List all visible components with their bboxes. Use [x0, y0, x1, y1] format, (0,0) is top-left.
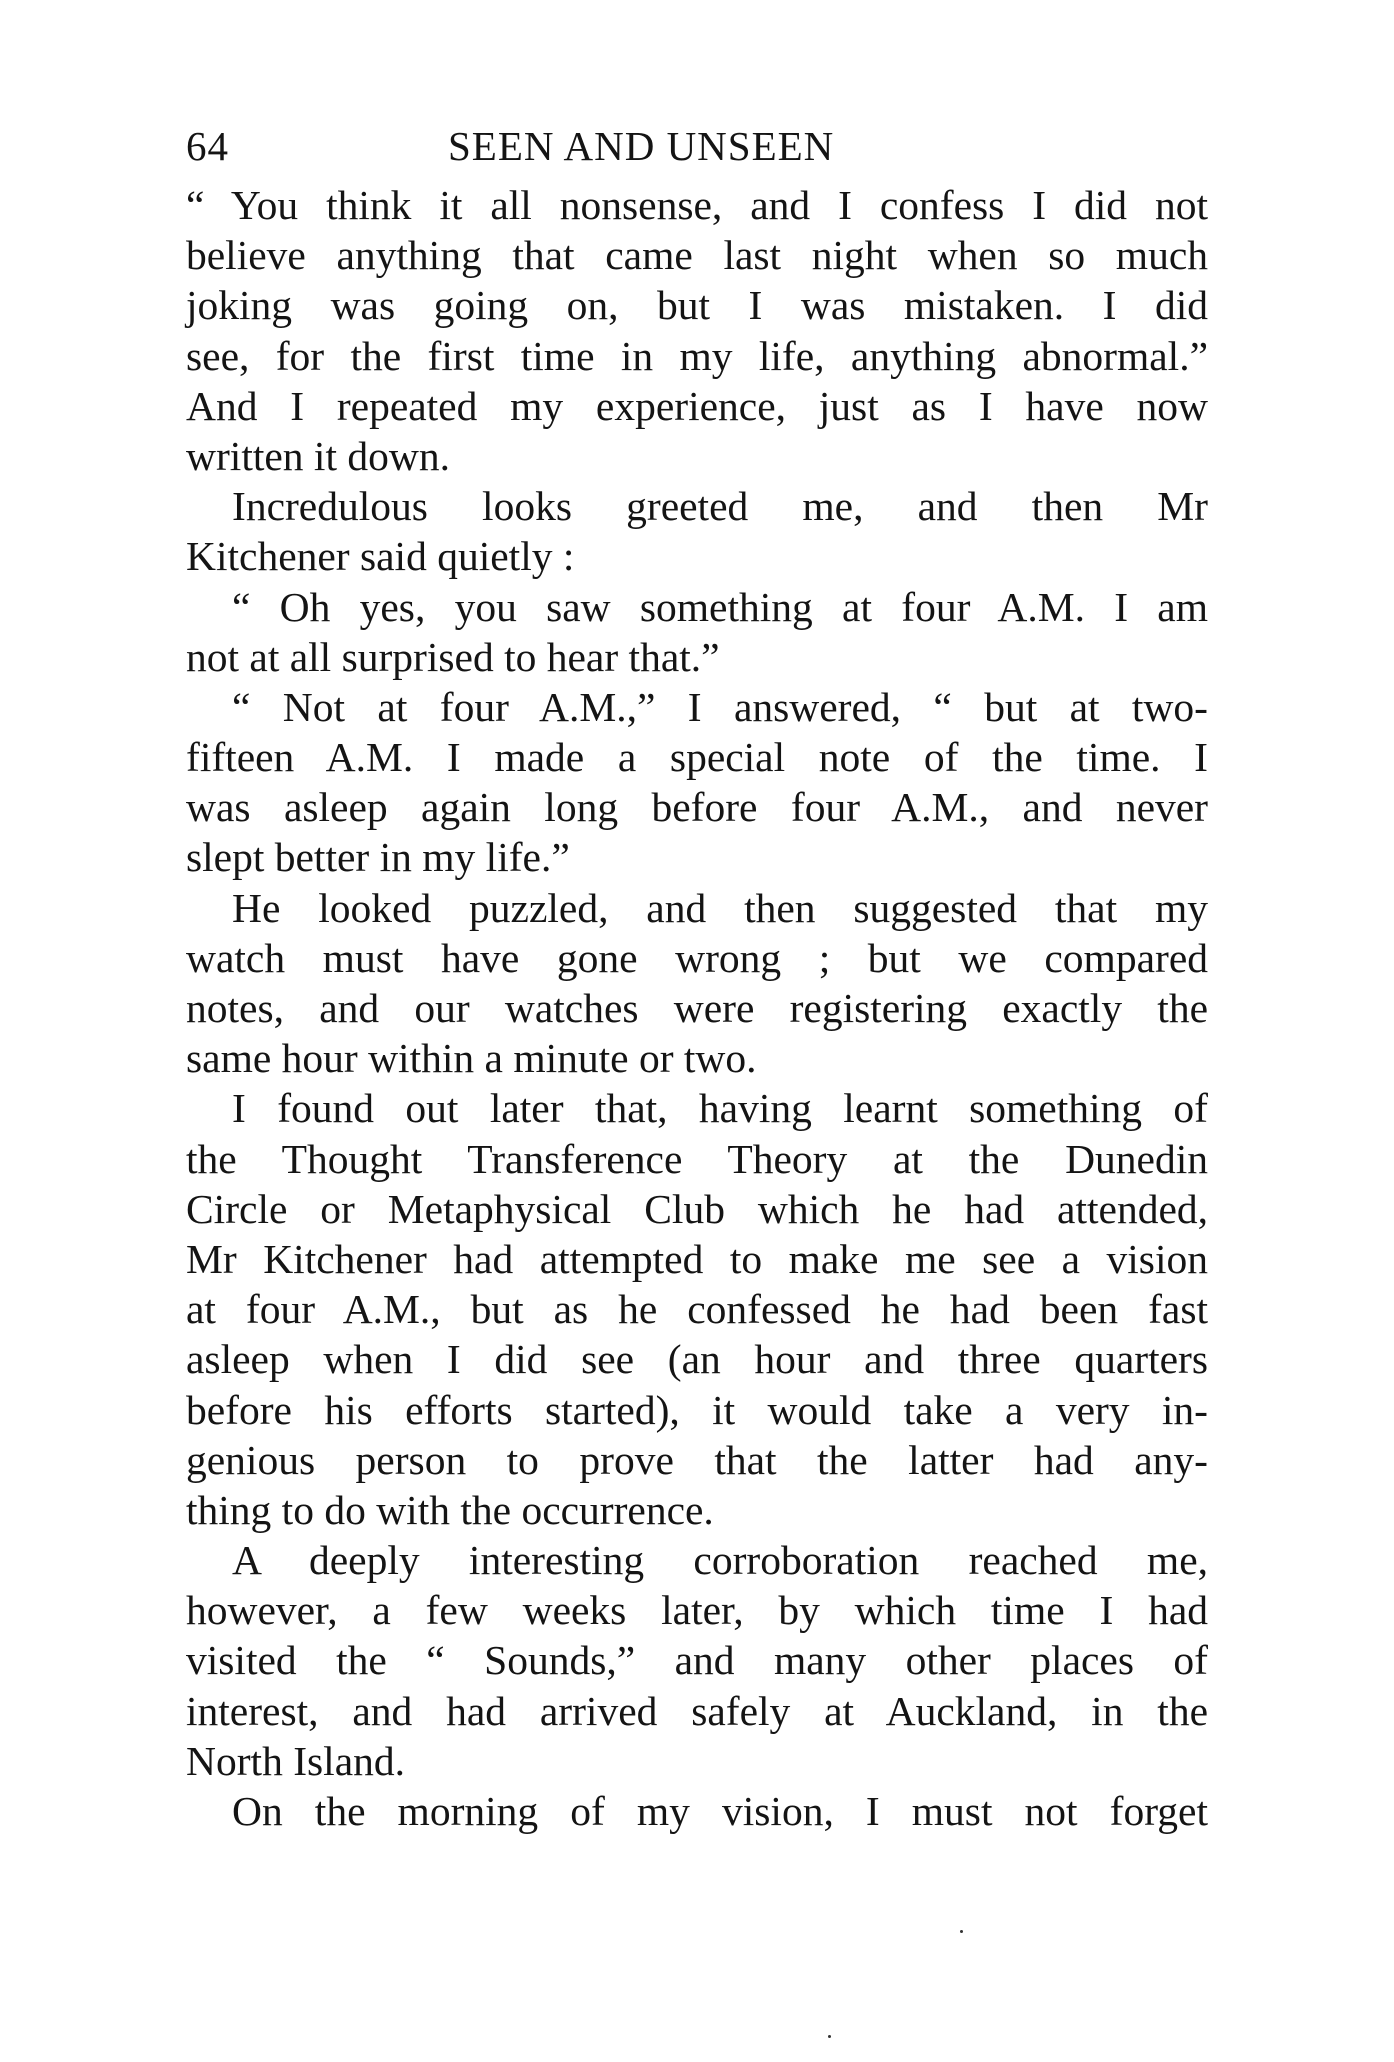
text-line: interest, and had arrived safely at Auckland, in the	[186, 1687, 1208, 1734]
text-line: watch must have gone wrong ; but we compared	[186, 934, 1208, 981]
text-line: Mr Kitchener had attempted to make me see a vision	[186, 1235, 1208, 1282]
text-line: North Island.	[186, 1737, 405, 1784]
ink-speck	[960, 1930, 963, 1933]
text-line: genious person to prove that the latter had any-	[186, 1436, 1208, 1483]
text-line: fifteen A.M. I made a special note of the time. I	[186, 734, 1208, 781]
page-number: 64	[186, 123, 229, 169]
text-line: And I repeated my experience, just as I have now	[186, 382, 1208, 429]
text-line: joking was going on, but I was mistaken. I did	[186, 282, 1208, 329]
text-line: same hour within a minute or two.	[186, 1035, 757, 1082]
page-header	[186, 116, 1206, 176]
text-line: however, a few weeks later, by which time I had	[186, 1587, 1208, 1634]
text-line: notes, and our watches were registering exactly the	[186, 985, 1208, 1031]
text-line: “ You think it all nonsense, and I confess I did not	[186, 182, 1208, 228]
text-line: written it down.	[186, 432, 450, 479]
text-line: I found out later that, having learnt something of	[232, 1085, 1208, 1132]
text-line: Circle or Metaphysical Club which he had attended,	[186, 1185, 1208, 1232]
text-line: not at all surprised to hear that.”	[186, 633, 720, 680]
text-line: was asleep again long before four A.M., and never	[186, 784, 1208, 831]
text-line: the Thought Transference Theory at the Dunedin	[186, 1135, 1208, 1182]
text-line: before his efforts started), it would take a very in-	[186, 1386, 1208, 1433]
ink-speck	[828, 2035, 831, 2038]
text-line: see, for the first time in my life, anything abnormal.”	[186, 332, 1208, 379]
text-line: Incredulous looks greeted me, and then Mr	[232, 483, 1208, 530]
text-line: On the morning of my vision, I must not forget	[232, 1788, 1208, 1834]
text-line: believe anything that came last night when so much	[186, 232, 1208, 279]
running-title: SEEN AND UNSEEN	[448, 123, 835, 169]
text-line: asleep when I did see (an hour and three quarters	[186, 1336, 1208, 1383]
text-line: “ Oh yes, you saw something at four A.M. I am	[232, 583, 1208, 630]
text-line: He looked puzzled, and then suggested that my	[232, 884, 1208, 931]
text-line: at four A.M., but as he confessed he had been fast	[186, 1286, 1208, 1333]
text-line: “ Not at four A.M.,” I answered, “ but at two-	[232, 683, 1208, 730]
text-line: visited the “ Sounds,” and many other places of	[186, 1637, 1208, 1684]
text-line: slept better in my life.”	[186, 834, 570, 881]
text-line: Kitchener said quietly :	[186, 533, 575, 580]
body-text	[186, 180, 1208, 1836]
text-line: A deeply interesting corroboration reached me,	[232, 1537, 1208, 1584]
text-line: thing to do with the occurrence.	[186, 1486, 714, 1533]
